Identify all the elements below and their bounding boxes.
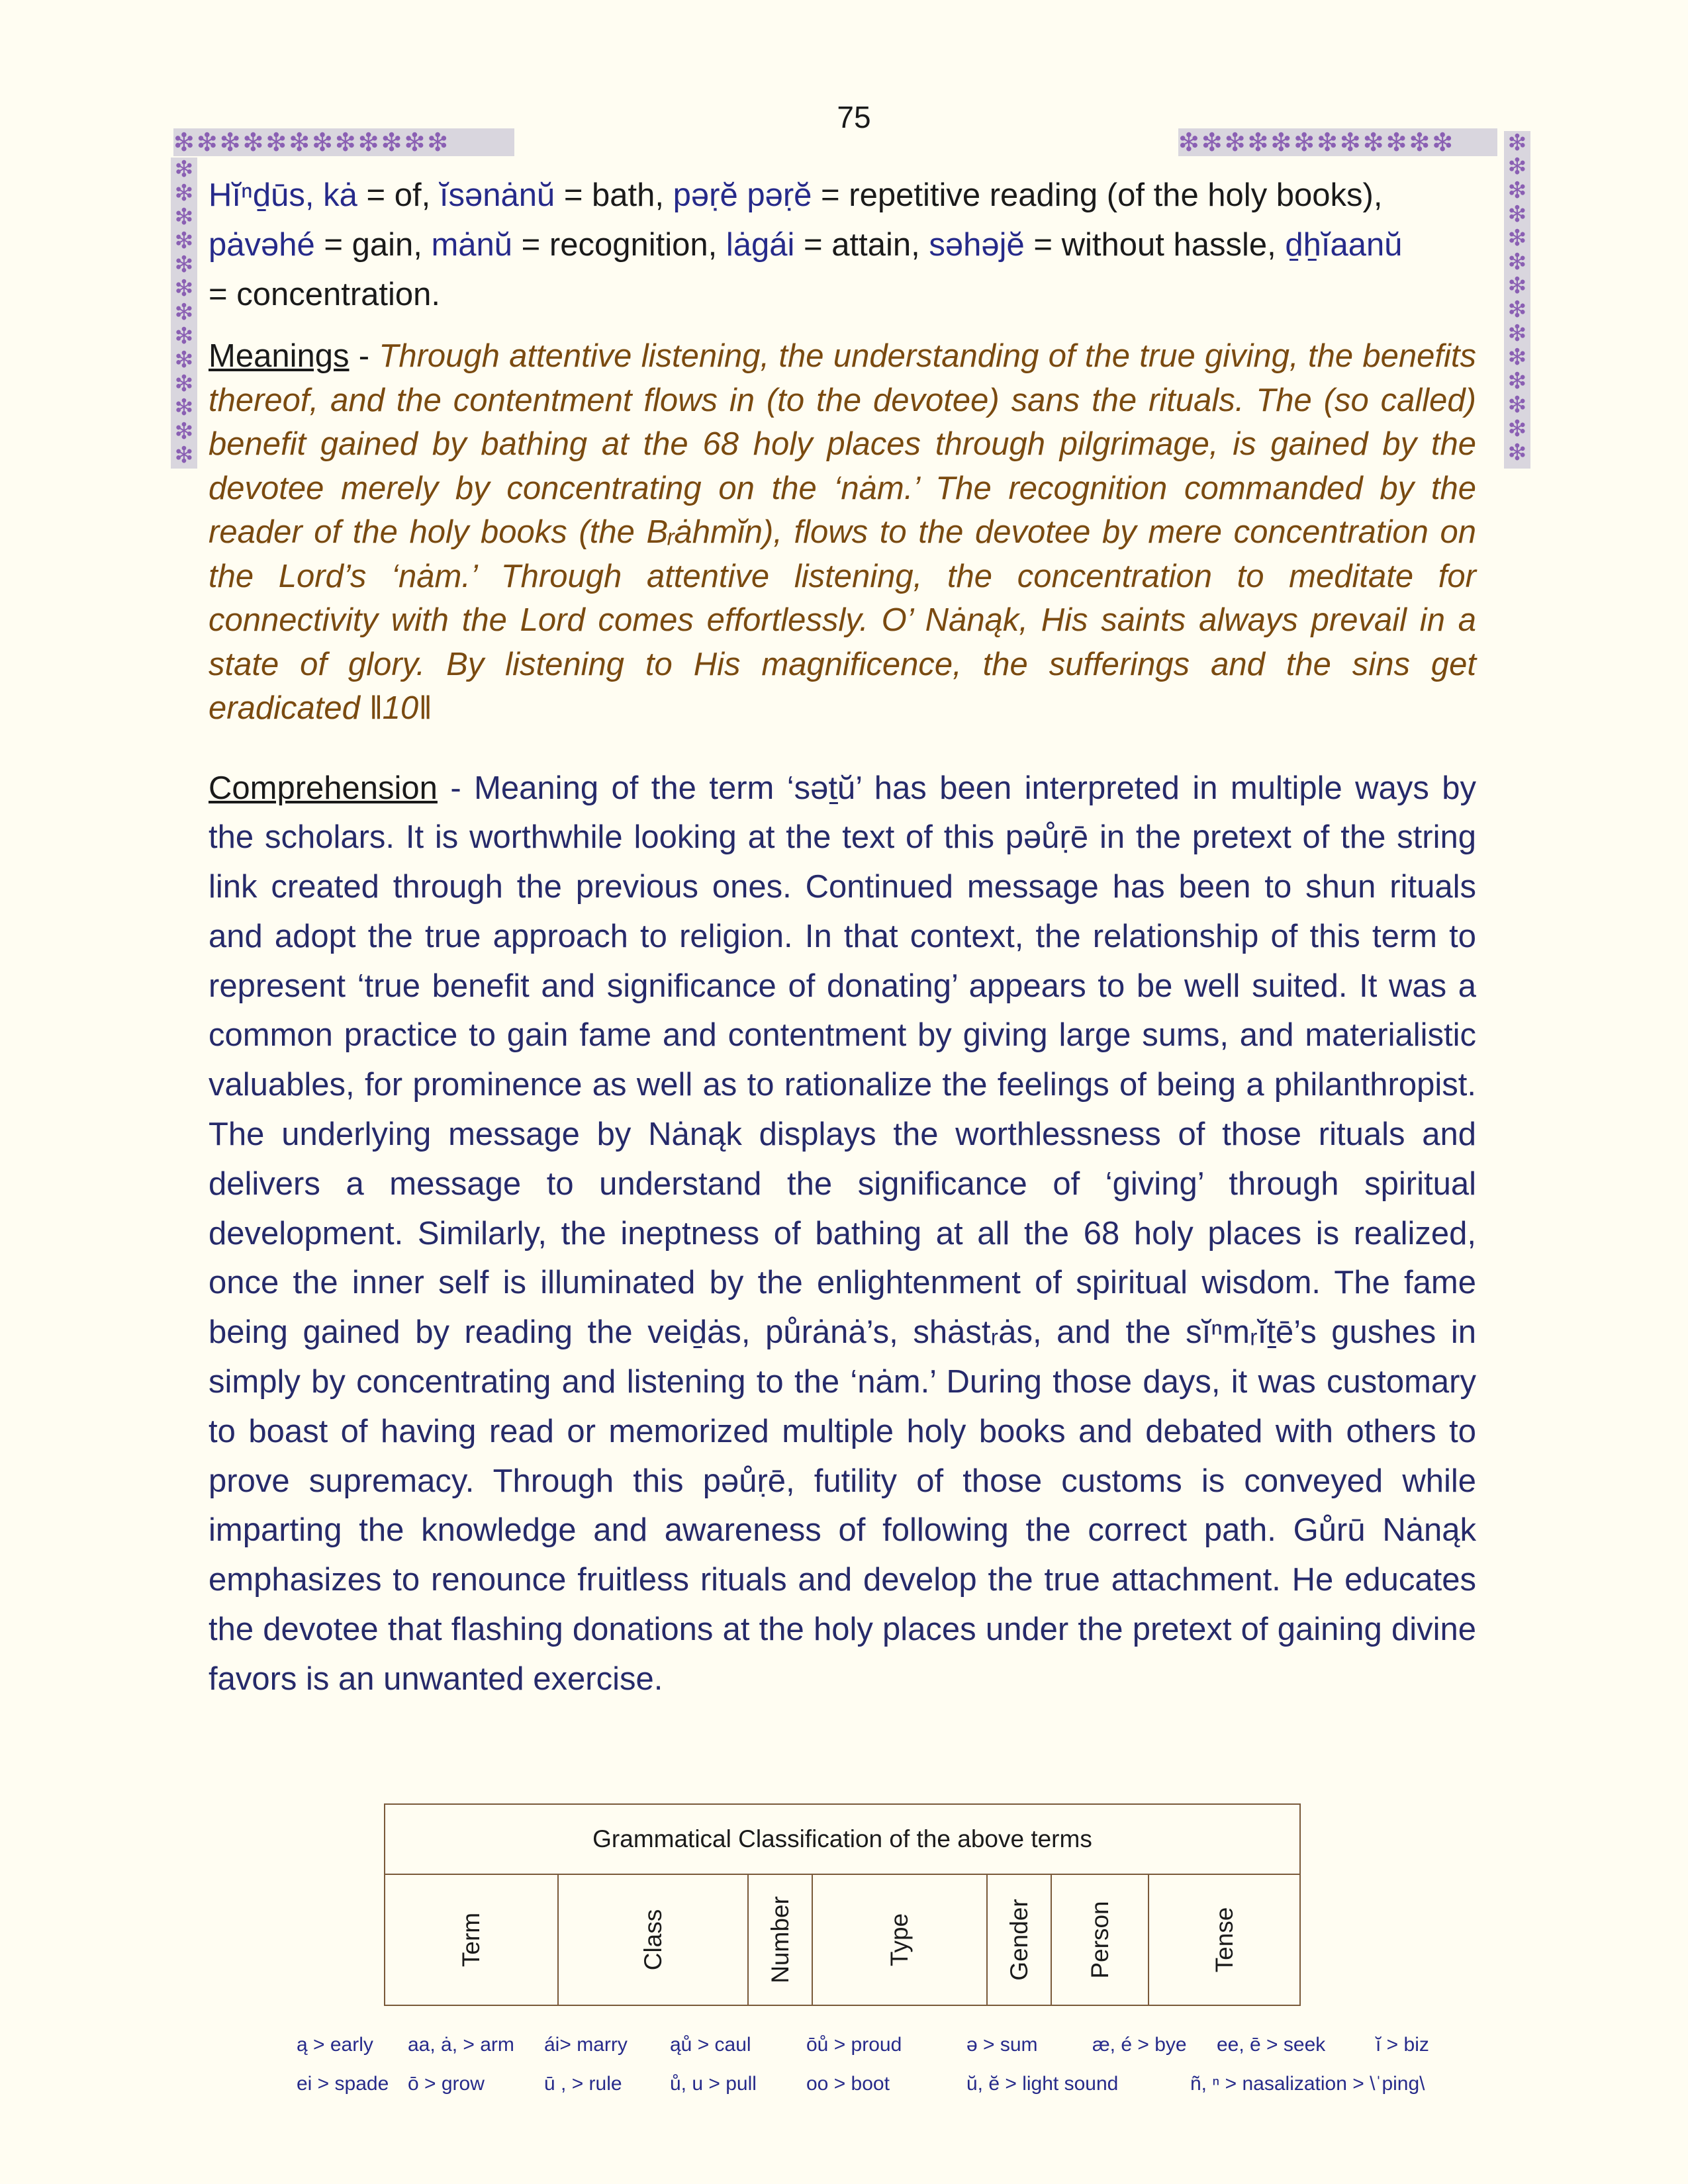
ornament-icon: ❇ [174,418,194,445]
gloss-def: = gain, [314,227,432,263]
ornament-icon: ❇ [1362,128,1386,156]
ornament-icon: ❇ [1507,416,1527,442]
ornament-icon: ❇ [1507,273,1527,299]
comprehension-dash: - [437,770,475,806]
grammar-header-class [558,1874,748,2005]
ornament-icon: ❇ [1507,368,1527,394]
gloss-def: = bath, [555,177,673,213]
ornament-icon: ❇ [1507,177,1527,204]
legend-item: ee, ē > seek [1217,2034,1326,2056]
gloss-line-3: = concentration. [209,277,441,312]
legend-item: ái> marry [544,2034,628,2056]
ornament-icon: ❇ [312,128,335,156]
header-label: Tense [1210,1907,1238,1973]
gloss-def: = of, [357,177,440,213]
page-content [209,171,1476,1704]
gloss-term: pȧvəhé [209,227,315,263]
ornament-icon: ❇ [1201,128,1225,156]
ornament-icon: ❇ [427,128,451,156]
gloss-def: = repetitive reading (of the holy books), [812,177,1383,213]
legend-item: ū , > rule [544,2073,622,2095]
ornament-icon: ❇ [1270,128,1294,156]
ornament-icon: ❇ [174,299,194,326]
grammar-header-tense [1149,1874,1300,2005]
ornament-icon: ❇ [174,180,194,206]
ornament-border-left [171,158,197,469]
ornament-icon: ❇ [242,128,266,156]
meanings-label: Meanings [209,338,350,374]
ornament-icon: ❇ [174,204,194,230]
ornament-icon: ❇ [1507,439,1527,466]
meanings-paragraph [209,334,1476,731]
ornament-icon: ❇ [1178,128,1201,156]
ornament-icon: ❇ [1224,128,1248,156]
gloss-def: = recognition, [512,227,726,263]
gloss-term: Hĭⁿḏūs, [209,177,314,213]
header-label: Type [886,1913,913,1967]
ornament-icon: ❇ [174,251,194,278]
header-label: Gender [1005,1899,1033,1981]
grammar-header-type [812,1874,987,2005]
legend-item: ĭ > biz [1376,2034,1429,2056]
ornament-icon: ❇ [1507,154,1527,180]
ornament-icon: ❇ [174,158,194,183]
legend-item: ąů > caul [670,2034,751,2056]
ornament-icon: ❇ [1507,201,1527,228]
header-label: Term [457,1912,485,1968]
legend-item: ů, u > pull [670,2073,757,2095]
ornament-icon: ❇ [1507,296,1527,323]
ornament-icon: ❇ [1507,131,1527,156]
gloss-line-2 [209,227,1402,263]
ornament-icon: ❇ [1432,128,1456,156]
header-label: Person [1086,1901,1113,1979]
gloss-term: mȧnŭ [431,227,513,263]
ornament-icon: ❇ [1339,128,1363,156]
gloss-term: lȧgái [726,227,795,263]
glossary [209,171,1476,320]
legend-item: oo > boot [806,2073,890,2095]
ornament-icon: ❇ [381,128,404,156]
grammar-table-title: Grammatical Classification of the above terms [385,1804,1300,1874]
page-number: 75 [837,100,871,134]
ornament-icon: ❇ [357,128,381,156]
pronunciation-legend-row-2 [297,2073,1435,2099]
grammar-table [384,1803,1301,2006]
header-label: Number [766,1896,794,1983]
ornament-icon: ❇ [1247,128,1271,156]
gloss-term: ĭsənȧnŭ [439,177,555,213]
ornament-icon: ❇ [173,128,197,156]
ornament-icon: ❇ [1507,249,1527,275]
ornament-icon: ❇ [174,347,194,373]
ornament-icon: ❇ [1507,344,1527,371]
ornament-icon: ❇ [289,128,312,156]
ornament-icon: ❇ [1409,128,1432,156]
ornament-icon: ❇ [1507,225,1527,251]
gloss-term: kȧ [323,177,357,213]
ornament-icon: ❇ [334,128,358,156]
meanings-text: Through attentive listening, the understanding of the true giving, the benefits thereof, and the contentment flows in (to the devotee) sans the rituals. The (so called) benefit gained by bathing at the 68 holy places through pilgrimage, is gained by the devotee merely by concentrating on the ‘nȧm.’ The recognition commanded by the reader of the holy books (the Bᵣȧhmĭn), flows to the devotee by mere concentration on the Lord’s ‘nȧm.’ Through attentive listening, the concentration to meditate for connectivity with the Lord comes effortlessly. O’ Nȧnąk, His saints always prevail in a state of glory. By listening to His magnificence, the sufferings and the sins get eradicated ǁ10ǁ [209,338,1476,726]
comprehension-label: Comprehension [209,770,438,806]
legend-item: ŭ, ĕ > light sound [966,2073,1119,2095]
legend-item: aa, ȧ, > arm [408,2034,514,2056]
pronunciation-legend-row-1 [297,2034,1435,2060]
ornament-icon: ❇ [1385,128,1409,156]
ornament-icon: ❇ [1507,392,1527,418]
ornament-icon: ❇ [1317,128,1340,156]
ornament-border-top-left [173,128,514,156]
legend-item: ei > spade [297,2073,389,2095]
gloss-term: səhəjĕ [929,227,1025,263]
legend-item: ą > early [297,2034,373,2056]
ornament-border-top-right [1178,128,1497,156]
ornament-icon: ❇ [265,128,289,156]
meanings-dash: - [349,338,379,374]
gloss-def: = without hassle, [1024,227,1286,263]
ornament-icon: ❇ [219,128,243,156]
ornament-icon: ❇ [174,323,194,349]
grammar-header-gender [987,1874,1051,2005]
gloss-def: = attain, [794,227,929,263]
ornament-icon: ❇ [174,371,194,397]
legend-item: ōů > proud [806,2034,902,2056]
grammar-header-term [385,1874,558,2005]
ornament-icon: ❇ [1507,320,1527,347]
ornament-icon: ❇ [174,442,194,469]
ornament-icon: ❇ [174,275,194,302]
ornament-icon: ❇ [196,128,220,156]
legend-item: æ, é > bye [1092,2034,1187,2056]
header-label: Class [639,1909,667,1971]
legend-item: ñ, ⁿ > nasalization > \ˈping\ [1190,2073,1425,2095]
ornament-icon: ❇ [174,228,194,254]
ornament-icon: ❇ [404,128,428,156]
ornament-icon: ❇ [174,394,194,421]
gloss-term: pəṛĕ pəṛĕ [673,177,812,213]
legend-item: ə > sum [966,2034,1038,2056]
comprehension-text: Meaning of the term ‘səṯŭ’ has been interpreted in multiple ways by the scholars. It is worthwhile looking at the text of this pəůṛē in the pretext of the string link created through the previous ones. Continued message has been to shun rituals and adopt the true approach to religion. In that context, the relationship of this term to represent ‘true benefit and significance of donating’ appears to be well suited. It was a common practice to gain fame and contentment by giving large sums, and materialistic valuables, for prominence as well as to rationalize the feelings of being a philanthropist. The underlying message by Nȧnąk displays the worthlessness of those rituals and delivers a message to understand the significance of ‘giving’ through spiritual development. Similarly, the ineptness of bathing at all the 68 holy places is realized, once the inner self is illuminated by the enlightenment of spiritual wisdom. The fame being gained by reading the veiḏȧs, půrȧnȧ’s, shȧstᵣȧs, and the sĭⁿmᵣĭṯē’s gushes in simply by concentrating and listening to the ‘nȧm.’ During those days, it was customary to boast of having read or memorized multiple holy books and debated with others to prove supremacy. Through this pəůṛē, futility of those customs is conveyed while imparting the knowledge and awareness of following the correct path. Gůrū Nȧnąk emphasizes to renounce fruitless rituals and develop the true attachment. He educates the devotee that flashing donations at the holy places under the pretext of gaining divine favors is an unwanted exercise. [209,770,1477,1697]
ornament-icon: ❇ [1293,128,1317,156]
legend-item: ō > grow [408,2073,485,2095]
gloss-term: ḏẖĭaanŭ [1285,227,1403,263]
grammar-header-person [1051,1874,1149,2005]
ornament-border-right [1504,131,1530,469]
grammar-header-number [748,1874,812,2005]
comprehension-paragraph [209,764,1476,1704]
gloss-line-1 [209,177,1383,213]
